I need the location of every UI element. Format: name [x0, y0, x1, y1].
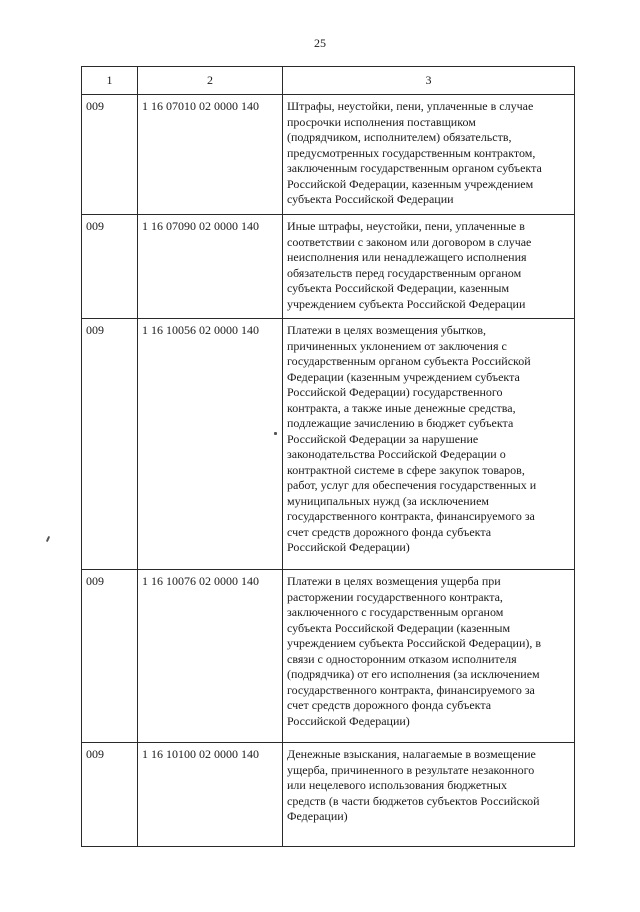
table-row — [82, 743, 575, 847]
description-line: просрочки исполнения поставщиком — [287, 114, 476, 129]
description-line: Иные штрафы, неустойки, пени, уплаченные в — [287, 219, 525, 233]
description-line: Денежные взыскания, налагаемые в возмещение — [287, 747, 536, 761]
description-line: неисполнения или ненадлежащего исполнения — [287, 250, 527, 264]
description-cell — [283, 743, 575, 847]
description-line: Федерации (казенным учреждением субъекта — [287, 369, 520, 384]
table-row — [82, 319, 575, 570]
description-line: Штрафы, неустойки, пени, уплаченные в случае — [287, 99, 534, 113]
description-line: счет средств дорожного фонда субъекта — [287, 524, 492, 539]
scan-speck — [274, 432, 277, 435]
description-line: контракта, а также иные денежные средства, — [287, 400, 516, 415]
budget-code-cell: 1 16 07010 02 0000 140 — [138, 95, 283, 215]
description-line: обязательств перед государственным органом — [287, 265, 522, 280]
description-cell — [283, 570, 575, 743]
description-line: соответствии с законом или договором в случае — [287, 234, 532, 249]
column-header-3: 3 — [283, 67, 575, 95]
description-line: Платежи в целях возмещения ущерба при — [287, 574, 501, 588]
description-line: расторжении государственного контракта, — [287, 589, 503, 604]
table-body — [82, 95, 575, 847]
description-cell — [283, 319, 575, 570]
admin-code-cell: 009 — [82, 215, 138, 319]
budget-code-cell: 1 16 10076 02 0000 140 — [138, 570, 283, 743]
description-line: государственного контракта, финансируемого за — [287, 682, 535, 697]
description-line: заключенного с государственным органом — [287, 605, 504, 619]
page-number: 25 — [314, 36, 326, 50]
description-line: или нецелевого использования бюджетных — [287, 778, 507, 792]
admin-code-cell: 009 — [82, 95, 138, 215]
description-line: (подрядчиком, исполнителем) обязательств, — [287, 130, 512, 144]
description-line: Платежи в целях возмещения убытков, — [287, 323, 487, 337]
description-line: причиненных уклонением от заключения с — [287, 338, 507, 353]
description-line: законодательства Российской Федерации о — [287, 447, 506, 461]
table-row — [82, 95, 575, 215]
description-line: счет средств дорожного фонда субъекта — [287, 698, 492, 712]
scan-speck — [46, 536, 50, 542]
admin-code-cell: 009 — [82, 570, 138, 743]
description-line: субъекта Российской Федерации (казенным — [287, 620, 511, 635]
description-line: предусмотренных государственным контрактом, — [287, 145, 536, 160]
description-line: Российской Федерации) — [287, 713, 410, 728]
description-line: государственным органом субъекта Российской — [287, 354, 531, 368]
description-line: (подрядчика) от его исполнения (за исключением — [287, 667, 540, 681]
description-cell — [283, 95, 575, 215]
description-line: субъекта Российской Федерации — [287, 192, 454, 206]
description-line: муниципальных нужд (за исключением — [287, 493, 490, 508]
description-cell — [283, 215, 575, 319]
admin-code-cell: 009 — [82, 743, 138, 847]
description-line: ущерба, причиненного в результате незаконного — [287, 762, 535, 777]
description-line: Российской Федерации) государственного — [287, 385, 503, 399]
description-line: Федерации) — [287, 809, 348, 823]
description-line: работ, услуг для обеспечения государственных и — [287, 478, 537, 492]
description-line: подлежащие зачислению в бюджет субъекта — [287, 416, 514, 430]
budget-code-cell: 1 16 10056 02 0000 140 — [138, 319, 283, 570]
description-line: Российской Федерации, казенным учреждением — [287, 176, 534, 191]
column-header-1: 1 — [82, 67, 138, 95]
table-header-row — [82, 67, 575, 95]
table-header — [82, 67, 575, 95]
table-row — [82, 570, 575, 743]
description-line: учреждением субъекта Российской Федерации), в — [287, 636, 542, 650]
description-line: субъекта Российской Федерации, казенным — [287, 281, 510, 295]
table-row — [82, 215, 575, 319]
description-line: государственного контракта, финансируемого за — [287, 509, 535, 523]
description-line: Российской Федерации за нарушение — [287, 431, 479, 446]
budget-code-cell: 1 16 07090 02 0000 140 — [138, 215, 283, 319]
column-header-2: 2 — [138, 67, 283, 95]
description-line: средств (в части бюджетов субъектов Российской — [287, 793, 540, 808]
description-line: Российской Федерации) — [287, 540, 410, 554]
admin-code-cell: 009 — [82, 319, 138, 570]
description-line: контрактной системе в сфере закупок товаров, — [287, 462, 525, 477]
description-line: учреждением субъекта Российской Федерации — [287, 296, 526, 311]
description-line: заключенным государственным органом субъекта — [287, 161, 542, 175]
budget-codes-table — [81, 66, 575, 847]
description-line: связи с односторонним отказом исполнителя — [287, 651, 517, 666]
budget-code-cell: 1 16 10100 02 0000 140 — [138, 743, 283, 847]
